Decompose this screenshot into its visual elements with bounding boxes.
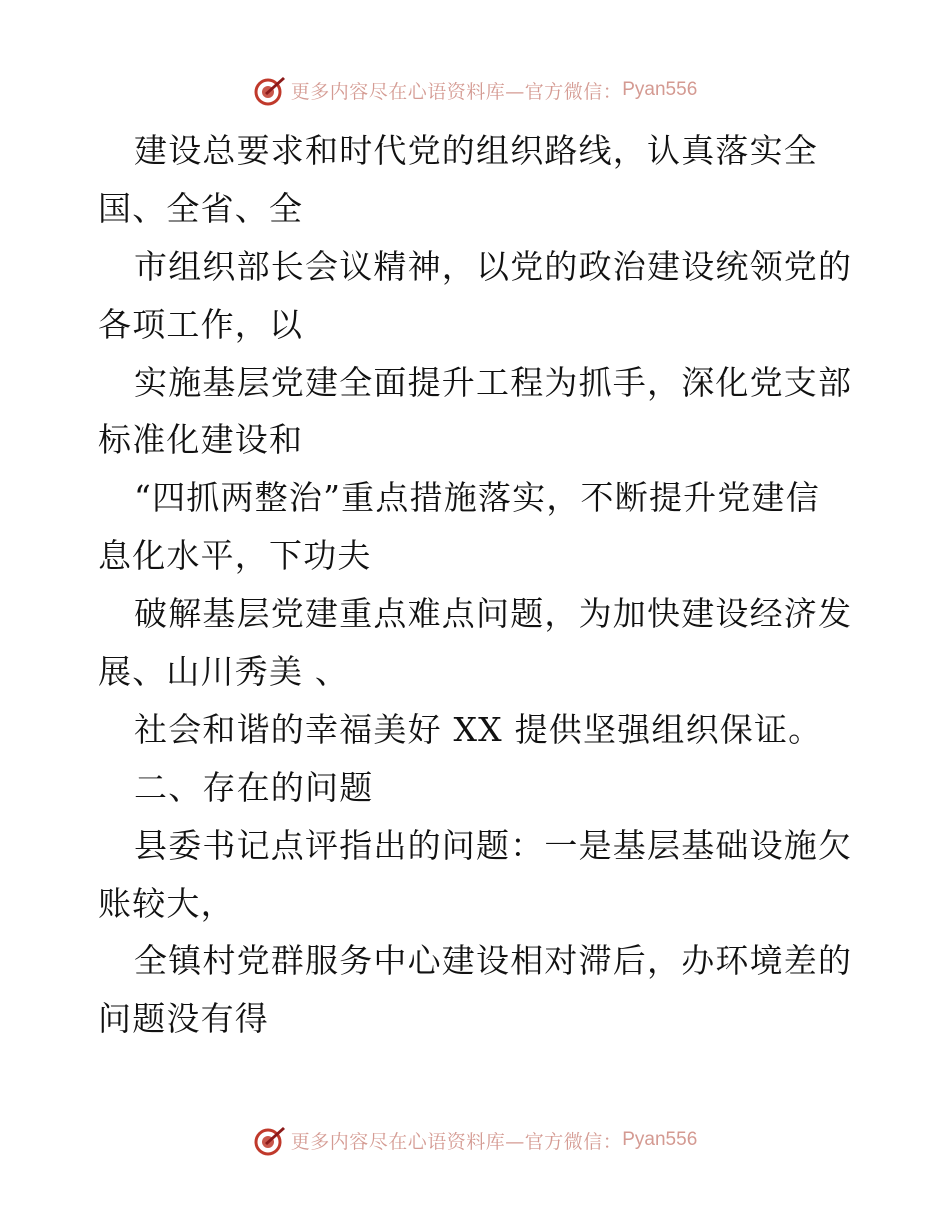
footer-watermark	[0, 1120, 950, 1160]
text-line: 破解基层党建重点难点问题，为加快建设经济发	[134, 594, 853, 634]
text-line: 全镇村党群服务中心建设相对滞后，办环境差的	[134, 941, 853, 981]
watermark-text: 更多内容尽在心语资料库—官方微信：	[290, 80, 623, 103]
text-line: 国、全省、全	[98, 188, 304, 228]
header-watermark	[0, 70, 950, 110]
text-line: 县委书记点评指出的问题：一是基层基础设施欠	[134, 825, 853, 865]
quill-pen-logo-icon	[253, 73, 287, 107]
quill-pen-logo-icon	[253, 1123, 287, 1157]
text-line: 各项工作，以	[98, 304, 304, 344]
text-line: 账较大，	[98, 883, 235, 923]
text-line: 市组织部长会议精神，以党的政治建设统领党的	[134, 246, 853, 286]
text-line: 实施基层党建全面提升工程为抓手，深化党支部	[134, 362, 853, 402]
watermark-text: 更多内容尽在心语资料库—官方微信：	[290, 1130, 623, 1153]
watermark-wechat-id: Pyan556	[622, 1129, 698, 1150]
text-line: 展、山川秀美 、	[98, 652, 350, 692]
text-line: 社会和谐的幸福美好 XX 提供坚强组织保证。	[134, 709, 823, 749]
text-line: 息化水平，下功夫	[98, 536, 372, 576]
document-body	[98, 122, 858, 1048]
text-line: 问题没有得	[98, 999, 269, 1039]
text-line: 建设总要求和时代党的组织路线，认真落实全	[134, 131, 818, 170]
text-line: 标准化建设和	[98, 420, 304, 460]
text-line: “四抓两整治”重点措施落实，不断提升党建信	[134, 478, 820, 518]
watermark-wechat-id: Pyan556	[622, 79, 698, 100]
text-line: 二、存在的问题	[134, 767, 374, 807]
